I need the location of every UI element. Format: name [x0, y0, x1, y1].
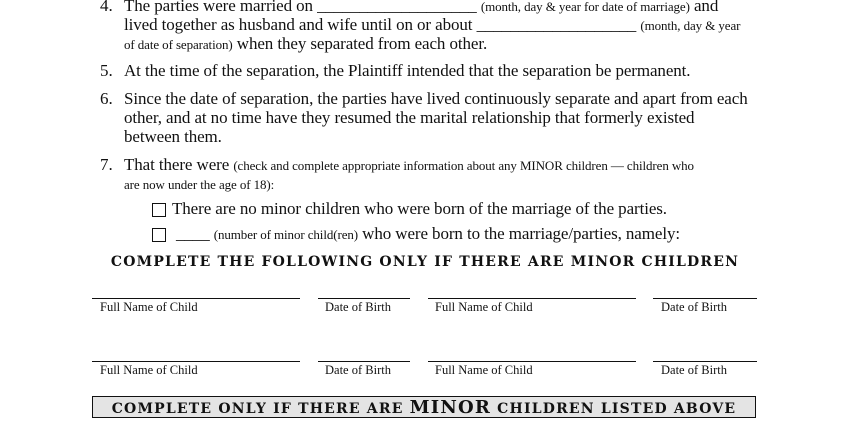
child-1-name-field[interactable] — [92, 298, 300, 299]
child-3-dob-label: Date of Birth — [325, 363, 391, 377]
no-minor-children-checkbox[interactable] — [152, 203, 166, 217]
child-1-name-label: Full Name of Child — [100, 300, 198, 314]
item-4-text-b: and — [693, 0, 719, 15]
child-1-dob-field[interactable] — [318, 298, 410, 299]
marriage-date-field[interactable]: ___________________ — [317, 0, 477, 15]
child-2-name-label: Full Name of Child — [435, 300, 533, 314]
item-7-text-a: That there were — [124, 155, 230, 174]
item-4-text-c: lived together as husband and wife until on or about — [124, 15, 473, 34]
minor-children-line — [176, 224, 680, 245]
minor-children-text: who were born to the marriage/parties, namely: — [362, 224, 680, 243]
item-7-hint: (check and complete appropriate information about any MINOR children — children who — [233, 158, 694, 173]
child-3-name-field[interactable] — [92, 361, 300, 362]
no-minor-children-label: There are no minor children who were born of the marriage of the parties. — [172, 199, 667, 218]
child-2-name-field[interactable] — [428, 298, 636, 299]
child-4-name-label: Full Name of Child — [435, 363, 533, 377]
item-7-line-2 — [124, 174, 274, 195]
marriage-date-hint: (month, day & year for date of marriage) — [480, 0, 690, 14]
item-7-hint-cont: are now under the age of 18): — [124, 177, 275, 192]
item-4-text-d: when they separated from each other. — [236, 34, 488, 53]
item-4-line-3 — [124, 34, 487, 55]
child-4-name-field[interactable] — [428, 361, 636, 362]
footer-text-minor: MINOR — [409, 397, 492, 418]
child-2-dob-label: Date of Birth — [661, 300, 727, 314]
separation-date-hint: (month, day & year — [640, 18, 741, 33]
item-4-line-2 — [124, 15, 740, 36]
footer-text-1: COMPLETE ONLY IF THERE ARE — [111, 401, 404, 417]
number-of-children-hint: (number of minor child(ren) — [213, 227, 358, 242]
separation-date-field[interactable]: ___________________ — [476, 15, 637, 34]
minor-children-footer-bar — [92, 396, 756, 418]
item-4-number: 4. — [100, 0, 113, 15]
child-3-dob-field[interactable] — [318, 361, 410, 362]
child-2-dob-field[interactable] — [653, 298, 757, 299]
item-7-number: 7. — [100, 155, 113, 174]
item-6-line-1: Since the date of separation, the parties have lived continuously separate and apart from each — [124, 89, 748, 108]
footer-text-2: CHILDREN LISTED ABOVE — [497, 401, 737, 417]
number-of-children-field[interactable]: ____ — [176, 224, 210, 243]
item-5-number: 5. — [100, 61, 113, 80]
item-5-text: At the time of the separation, the Plaintiff intended that the separation be permanent. — [124, 61, 691, 80]
child-1-dob-label: Date of Birth — [325, 300, 391, 314]
item-6-line-3: between them. — [124, 127, 222, 146]
minor-children-heading: COMPLETE THE FOLLOWING ONLY IF THERE ARE MINOR CHILDREN — [110, 254, 740, 270]
separation-date-hint-cont: of date of separation) — [124, 37, 233, 52]
item-6-number: 6. — [100, 89, 113, 108]
minor-children-checkbox[interactable] — [152, 228, 166, 242]
item-7-line-1 — [124, 155, 694, 176]
child-3-name-label: Full Name of Child — [100, 363, 198, 377]
item-6-line-2: other, and at no time have they resumed the marital relationship that formerly existed — [124, 108, 695, 127]
item-4-text-a: The parties were married on — [124, 0, 313, 15]
child-4-dob-label: Date of Birth — [661, 363, 727, 377]
child-4-dob-field[interactable] — [653, 361, 757, 362]
